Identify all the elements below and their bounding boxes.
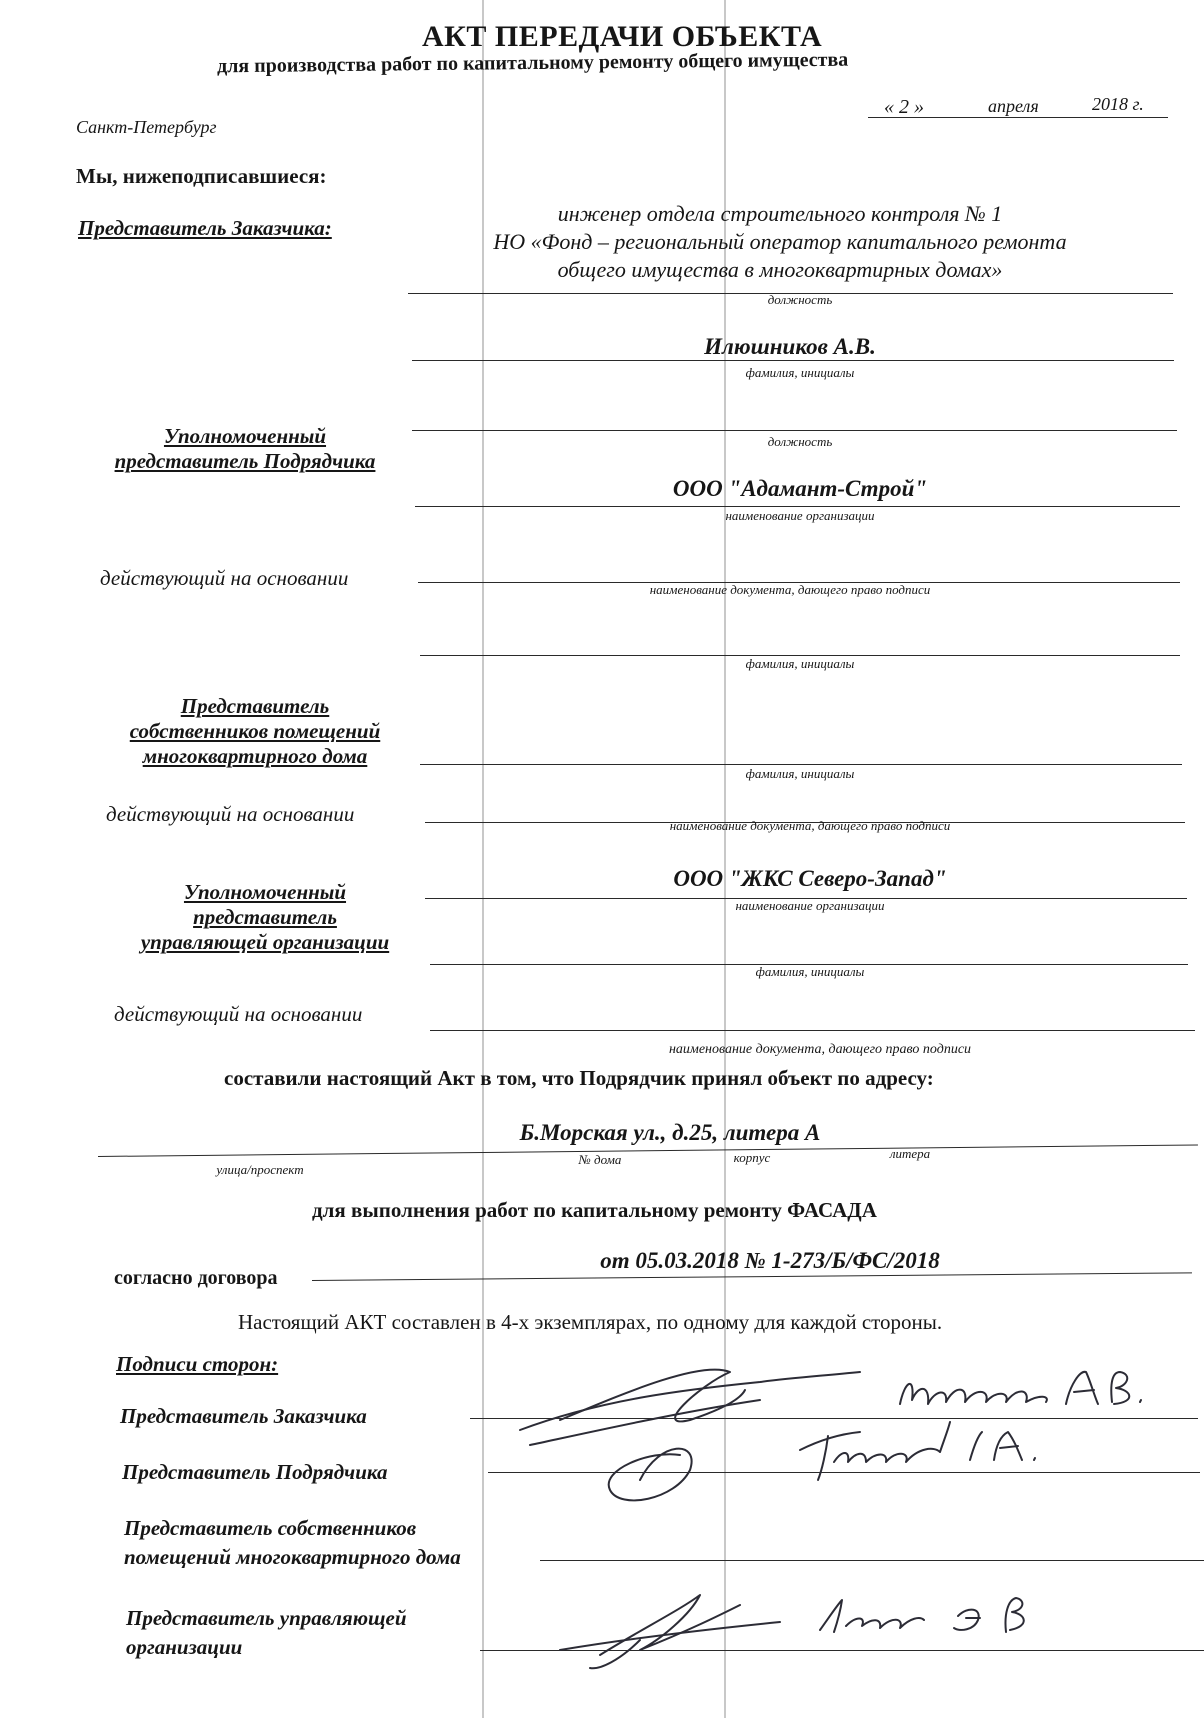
customer-position-line: инженер отдела строительного контроля № 1 [557, 201, 1003, 226]
signature-customer-handwriting [1111, 1372, 1141, 1404]
contractor-basis-caption: наименование документа, дающего право подписи [649, 582, 931, 597]
contract-label: согласно договора [114, 1267, 278, 1289]
signature-customer-flourish [609, 1449, 692, 1501]
intro-text: Мы, нижеподписавшиеся: [76, 164, 327, 188]
signature-management-flourish [590, 1640, 640, 1668]
customer-name-line [412, 360, 1174, 361]
signature-management-flourish [560, 1622, 780, 1650]
signature-label-customer: Представитель Заказчика [120, 1404, 367, 1428]
date-year: 2018 г. [1092, 94, 1144, 114]
city: Санкт-Петербург [76, 117, 217, 137]
signature-label-owners [124, 1514, 461, 1572]
signature-line-management [480, 1650, 1204, 1651]
contract-value: от 05.03.2018 № 1-273/Б/ФС/2018 [600, 1248, 940, 1273]
address-caption-street: улица/проспект [216, 1162, 304, 1177]
contractor-org-caption: наименование организации [725, 508, 875, 523]
customer-name: Илюшников А.В. [704, 334, 876, 359]
contractor-label-line: Уполномоченный [163, 424, 327, 448]
management-label-line: Уполномоченный [183, 880, 347, 904]
signature-contractor-handwriting [834, 1422, 950, 1462]
signature-management-handwriting [820, 1600, 924, 1632]
signature-customer-handwriting [1066, 1372, 1098, 1404]
contractor-label [80, 424, 410, 474]
customer-position-line: общего имущества в многоквартирных домах» [557, 257, 1003, 282]
signature-label-owners-line: Представитель собственников [124, 1516, 417, 1540]
customer-position [420, 200, 1140, 284]
owners-label [90, 694, 420, 769]
signature-line-contractor [488, 1472, 1200, 1473]
address-caption-letter: литера [889, 1146, 931, 1161]
management-basis-line [430, 1030, 1195, 1031]
management-label-line: представитель [193, 905, 337, 929]
signature-management-flourish [600, 1595, 740, 1655]
contractor-org: ООО "Адамант-Строй" [672, 476, 928, 501]
signature-contractor-handwriting [970, 1432, 1035, 1460]
management-org: ООО "ЖКС Северо-Запад" [673, 866, 947, 891]
contractor-name-caption: фамилия, инициалы [745, 656, 855, 671]
signature-customer-handwriting [900, 1384, 1047, 1404]
signatures-heading: Подписи сторон: [116, 1352, 279, 1376]
document-title: АКТ ПЕРЕДАЧИ ОБЪЕКТА [422, 20, 823, 53]
signature-label-management-line: Представитель управляющей [126, 1606, 407, 1630]
address-caption-house: № дома [578, 1152, 622, 1167]
work-text: для выполнения работ по капитальному ремонту ФАСАДА [312, 1198, 877, 1222]
signature-label-management-line: организации [126, 1635, 243, 1659]
owners-name-caption: фамилия, инициалы [745, 766, 855, 781]
signature-management-handwriting [1005, 1598, 1023, 1632]
owners-basis-caption: наименование документа, дающего право подписи [669, 818, 951, 833]
signature-line-customer [470, 1418, 1198, 1419]
contractor-label-line: представитель Подрядчика [114, 449, 376, 473]
signature-line-owners [540, 1560, 1204, 1561]
address-caption-building: корпус [733, 1150, 771, 1165]
address-value: Б.Морская ул., д.25, литера А [519, 1120, 821, 1145]
signature-customer-flourish [560, 1370, 745, 1422]
contractor-org-line [415, 506, 1180, 507]
signature-customer-flourish [520, 1372, 860, 1430]
customer-label: Представитель Заказчика: [78, 216, 332, 240]
document-subtitle: для производства работ по капитальному ремонту общего имущества [216, 48, 849, 78]
signature-label-management [126, 1604, 407, 1662]
date-month: апреля [988, 96, 1039, 116]
owners-label-line: многоквартирного дома [142, 744, 368, 768]
owners-basis-label: действующий на основании [106, 802, 355, 826]
signature-label-contractor: Представитель Подрядчика [122, 1460, 388, 1484]
signature-management-handwriting [954, 1610, 980, 1630]
copies-text: Настоящий АКТ составлен в 4-х экземплярах, по одному для каждой стороны. [238, 1310, 943, 1334]
customer-position-caption: должность [767, 292, 833, 307]
management-label [100, 880, 430, 955]
management-name-caption: фамилия, инициалы [755, 964, 865, 979]
date-day: « 2 » [884, 96, 924, 118]
customer-name-caption: фамилия, инициалы [745, 365, 855, 380]
signature-label-owners-line: помещений многоквартирного дома [124, 1545, 461, 1569]
owners-label-line: собственников помещений [129, 719, 381, 743]
address-line [98, 1144, 1198, 1157]
contractor-basis-label: действующий на основании [100, 566, 349, 590]
management-org-caption: наименование организации [735, 898, 885, 913]
management-label-line: управляющей организации [140, 930, 390, 954]
owners-label-line: Представитель [180, 694, 330, 718]
owners-name-line [420, 764, 1182, 765]
statement-text: составили настоящий Акт в том, что Подрядчик принял объект по адресу: [224, 1066, 934, 1090]
contractor-position-line [412, 430, 1177, 431]
customer-position-line: НО «Фонд – региональный оператор капитального ремонта [493, 229, 1067, 254]
contractor-position-caption: должность [767, 434, 833, 449]
date-line [868, 117, 1168, 118]
management-basis-caption: наименование документа, дающего право подписи [668, 1042, 972, 1057]
management-basis-label: действующий на основании [114, 1002, 363, 1026]
